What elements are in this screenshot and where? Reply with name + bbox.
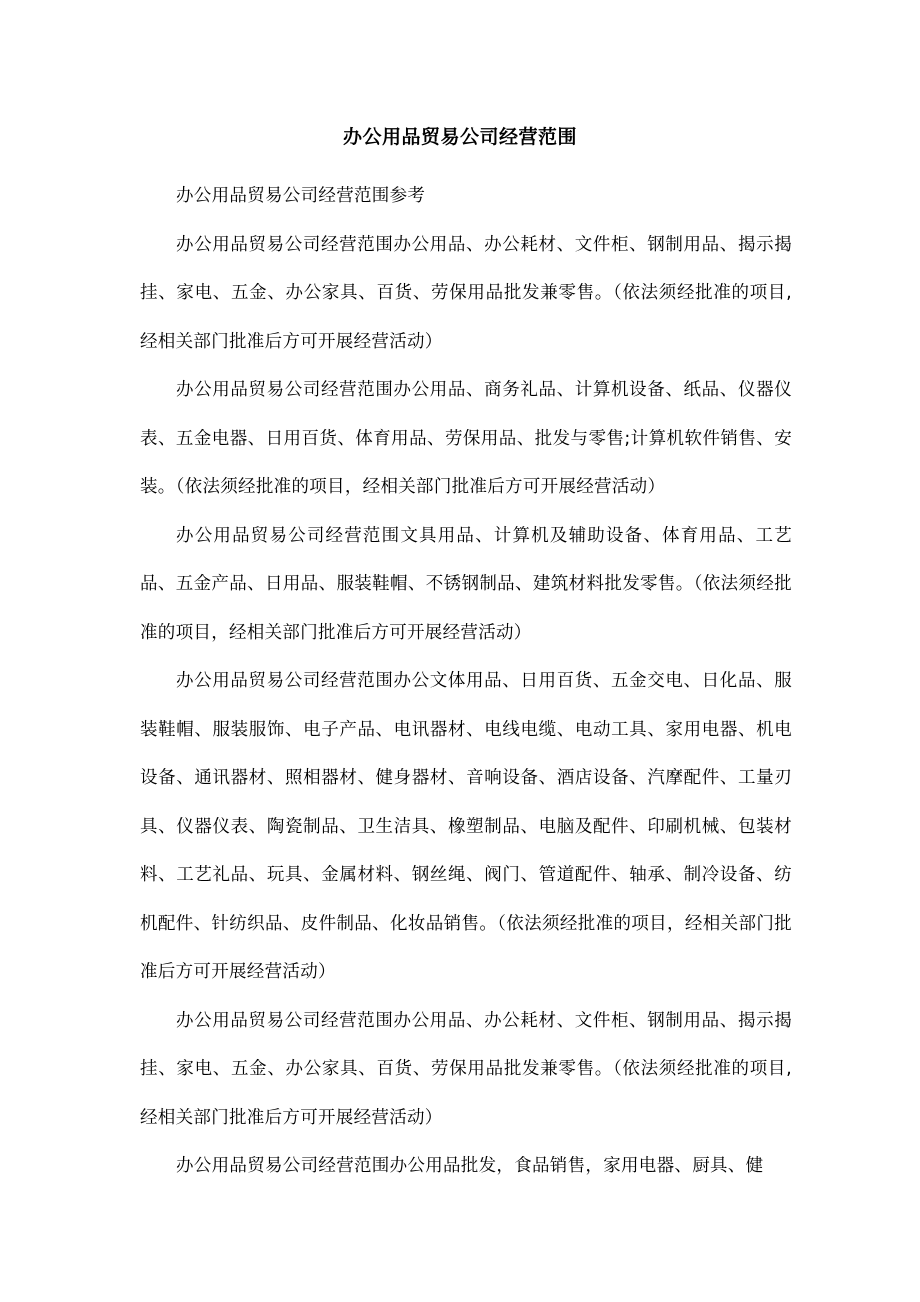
paragraph-scope-6: 办公用品贸易公司经营范围办公用品批发，食品销售，家用电器、厨具、健 [176, 1156, 764, 1176]
document-body [140, 172, 792, 1191]
document-title: 办公用品贸易公司经营范围 [342, 126, 577, 148]
paragraph-scope-3: 办公用品贸易公司经营范围文具用品、计算机及辅助设备、体育用品、工艺品、五金产品、日用品、服装鞋帽、不锈钢制品、建筑材料批发零售。（依法须经批准的项目，经相关部门批准后方可开展经营活动） [140, 525, 792, 643]
paragraph-scope-5: 办公用品贸易公司经营范围办公用品、办公耗材、文件柜、钢制用品、揭示揭挂、家电、五金、办公家具、百货、劳保用品批发兼零售。（依法须经批准的项目,经相关部门批准后方可开展经营活动） [140, 1010, 792, 1128]
paragraph-scope-4: 办公用品贸易公司经营范围办公文体用品、日用百货、五金交电、日化品、服装鞋帽、服装服饰、电子产品、电讯器材、电线电缆、电动工具、家用电器、机电设备、通讯器材、照相器材、健身器材、音响设备、酒店设备、汽摩配件、工量刃具、仪器仪表、陶瓷制品、卫生洁具、橡塑制品、电脑及配件、印刷机械、包装材料、工艺礼品、玩具、金属材料、钢丝绳、阀门、管道配件、轴承、制冷设备、纺机配件、针纺织品、皮件制品、化妆品销售。（依法须经批准的项目，经相关部门批准后方可开展经营活动） [140, 671, 792, 982]
paragraph-reference: 办公用品贸易公司经营范围参考 [176, 186, 426, 206]
paragraph-scope-2: 办公用品贸易公司经营范围办公用品、商务礼品、计算机设备、纸品、仪器仪表、五金电器、日用百货、体育用品、劳保用品、批发与零售;计算机软件销售、安装。（依法须经批准的项目，经相关部门批准后方可开展经营活动） [140, 380, 792, 497]
paragraph-scope-1: 办公用品贸易公司经营范围办公用品、办公耗材、文件柜、钢制用品、揭示揭挂、家电、五金、办公家具、百货、劳保用品批发兼零售。（依法须经批准的项目,经相关部门批准后方可开展经营活动） [140, 234, 792, 352]
